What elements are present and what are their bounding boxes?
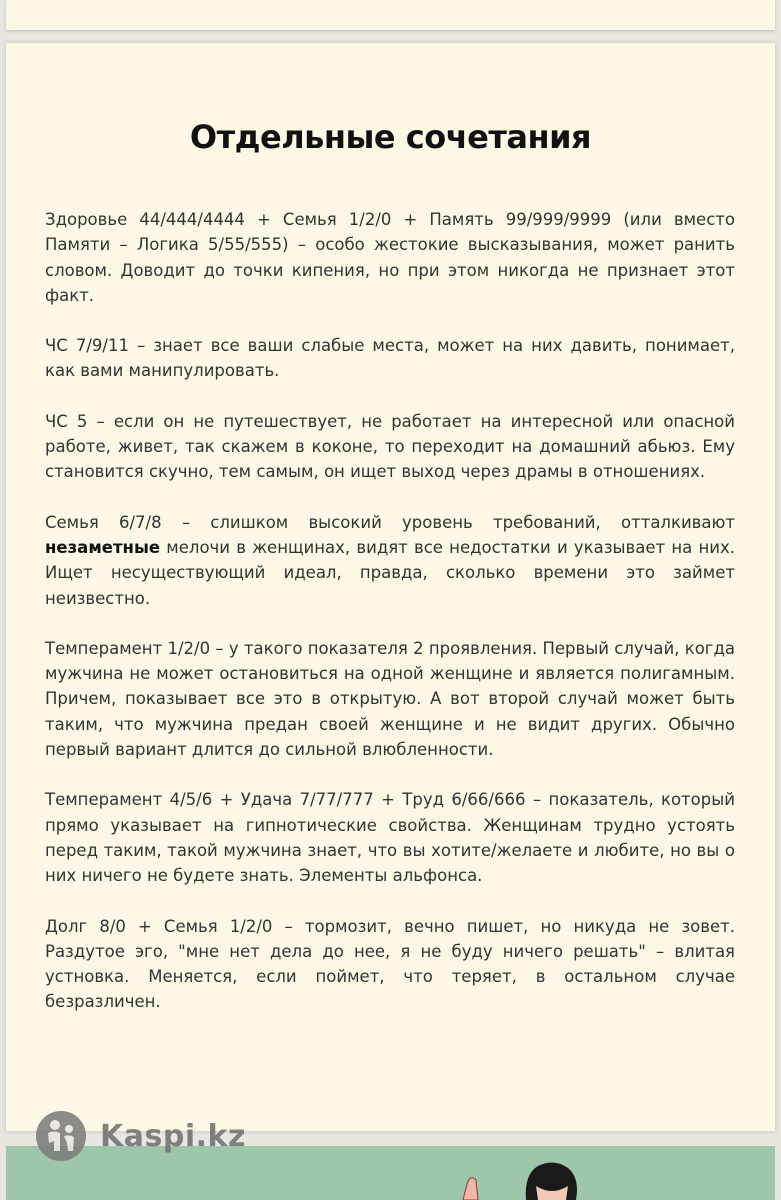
paragraph-text: мелочи в женщинах, видят все недостатки и указывает на них. Ищет несуществующий идеал, правда, сколько времени это займет неизвестно. [45,537,735,608]
page-title: Отдельные сочетания [189,118,592,156]
paragraph-temperament-1-2-0: Темперамент 1/2/0 – у такого показателя 2 проявления. Первый случай, когда мужчина не может остановиться на одной женщине и является полигамным. Причем, показывает все это в открытую. А вот второй случай может быть таким, что мужчина предан своей женщине и не видит других. Обычно первый вариант длится до сильной влюбленности. [45,638,735,760]
paragraph-text: Семья 6/7/8 – слишком высокий уровень требований, отталкивают [45,512,735,532]
paragraph-chs-7-9-11: ЧС 7/9/11 – знает все ваши слабые места, может на них давить, понимает, как вами манипулировать. [45,336,735,381]
kaspi-logo-icon [36,1111,86,1161]
page-content [45,207,735,1040]
bold-word: незаметные [45,537,161,557]
watermark-text: Kaspi.kz [100,1118,246,1154]
previous-page-edge [6,0,775,30]
paragraph-duty-family: Долг 8/0 + Семья 1/2/0 – тормозит, вечно пишет, но никуда не зовет. Раздутое эго, "мне нет дела до нее, я не буду ничего решать" – влитая устновка. Меняется, если поймет, что теряет, в остальном случае безразличен. [45,916,735,1012]
paragraph-chs-5: ЧС 5 – если он не путешествует, не работает на интересной или опасной работе, живет, так скажем в коконе, то переходит на домашний абьюз. Ему становится скучно, тем самым, он ищет выход через драмы в отношениях. [45,411,735,482]
paragraph-health-family-memory: Здоровье 44/444/4444 + Семья 1/2/0 + Память 99/999/9999 (или вместо Памяти – Логика 5/55/555) – особо жестокие высказывания, может ранить словом. Доводит до точки кипения, но при этом никогда не признает этот факт. [45,210,735,305]
paragraph-temperament-luck-labor: Темперамент 4/5/6 + Удача 7/77/777 + Труд 6/66/666 – показатель, который прямо указывает на гипнотические свойства. Женщинам трудно устоять перед таким, такой мужчина знает, что вы хотите/желаете и любите, но вы о них ничего не будете знать. Элементы альфонса. [45,790,735,886]
paragraph-family-6-7-8 [45,510,735,611]
kaspi-watermark [36,1110,246,1162]
